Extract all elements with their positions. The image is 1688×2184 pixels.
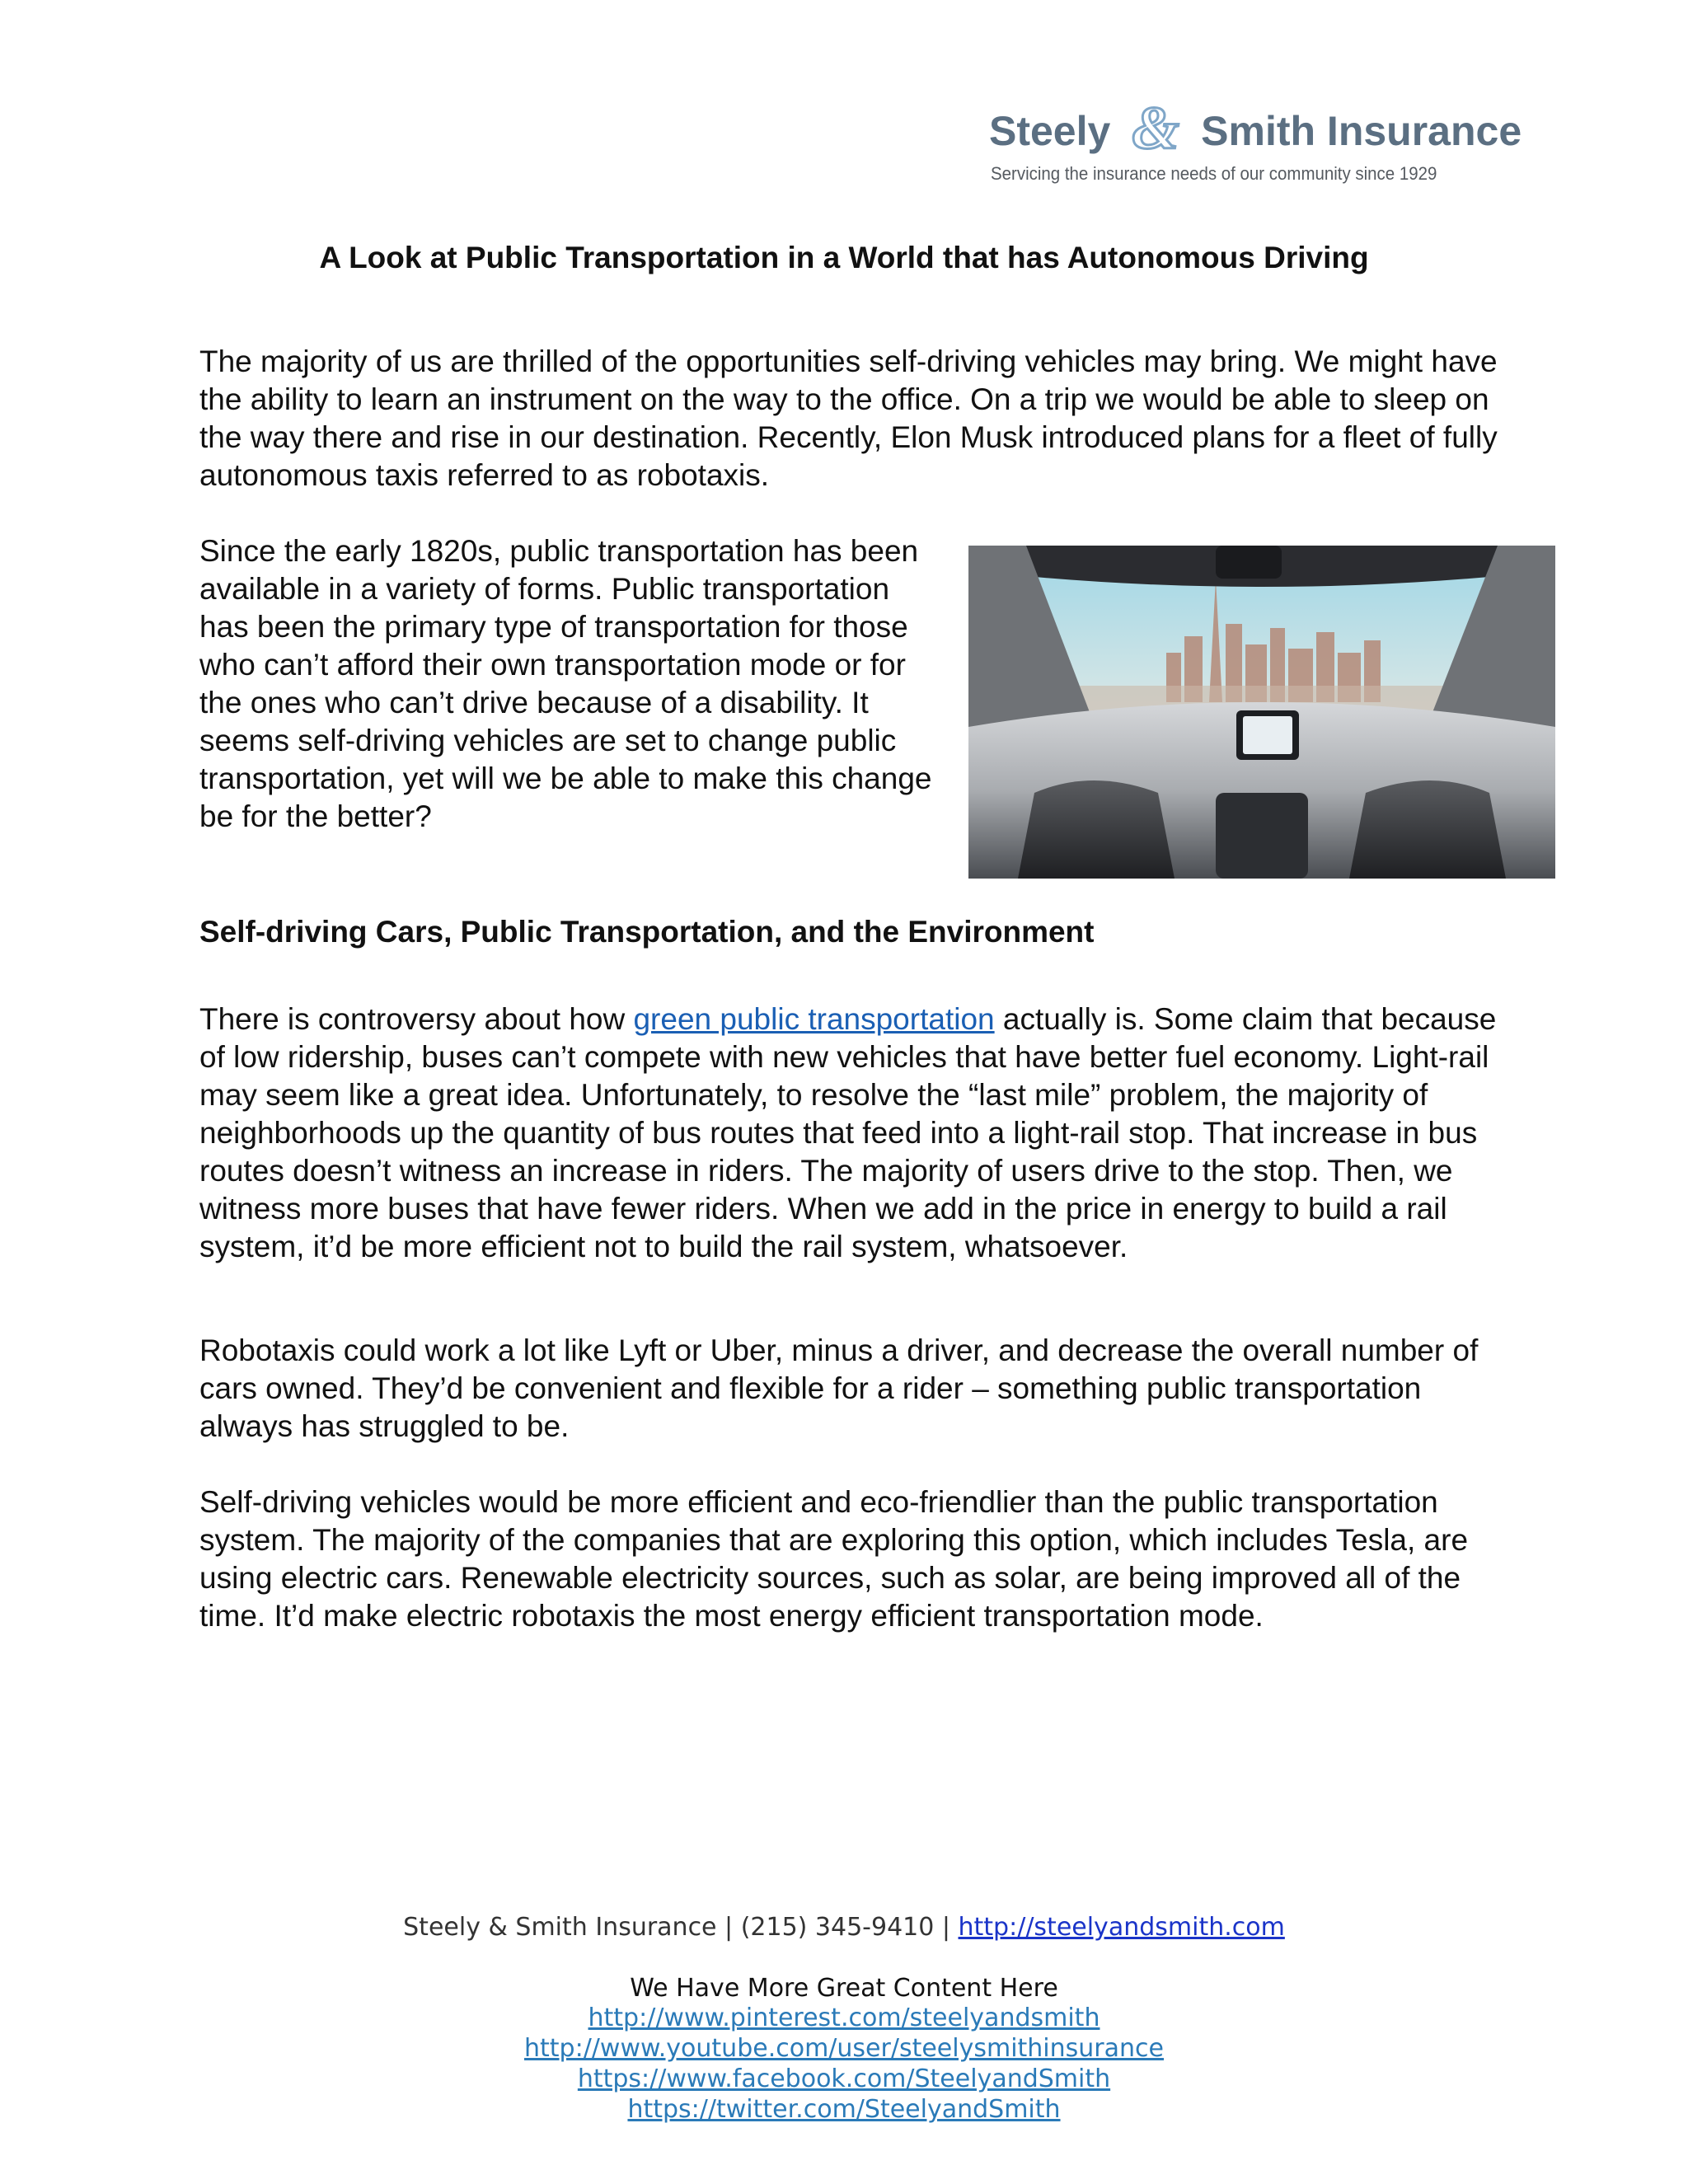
article-title: A Look at Public Transportation in a World that has Autonomous Driving — [319, 241, 1369, 274]
logo-name-right: Smith Insurance — [1201, 108, 1522, 154]
pinterest-link[interactable]: http://www.pinterest.com/steelyandsmith — [588, 2004, 1100, 2032]
footer-website-link[interactable]: http://steelyandsmith.com — [958, 1913, 1285, 1942]
footer-social-links — [0, 2003, 1688, 2125]
twitter-link[interactable]: https://twitter.com/SteelyandSmith — [627, 2095, 1061, 2124]
footer-more-content: We Have More Great Content Here — [630, 1974, 1058, 2003]
paragraph-intro: The majority of us are thrilled of the opportunities self-driving vehicles may bring. We might have the ability to learn an instrument on the way to the office. On a trip we would be able to sleep on the way there and rise in our destination. Recently, Elon Musk introduced plans for a fleet of fully autonomous taxis referred to as robotaxis. — [199, 344, 1498, 492]
svg-text:&: & — [1132, 102, 1180, 160]
logo-name-left: Steely — [989, 108, 1111, 154]
company-logo — [973, 102, 1522, 193]
paragraph-history: Since the early 1820s, public transportation has been available in a variety of forms. Public transportation has been the primary type of transportation for those who can’t afford their own transportation mode or for the ones who can’t drive because of a disability. It seems self-driving vehicles are set to change public transportation, yet will we be able to make this change be for the better? — [199, 534, 932, 833]
youtube-link[interactable]: http://www.youtube.com/user/steelysmithinsurance — [524, 2034, 1164, 2063]
autonomous-car-interior-image — [968, 546, 1555, 879]
paragraph-controversy-rest: actually is. Some claim that because of low ridership, buses can’t compete with new vehicles that have better fuel economy. Light-rail may seem like a great idea. Unfortunately, to resolve the “last mile” problem, the majority of neighborhoods up the quantity of bus routes that feed into a light-rail stop. That increase in bus routes doesn’t witness an increase in riders. The majority of users drive to the stop. Then, we witness more buses that have fewer riders. When we add in the price in energy to build a rail system, it’d be more efficient not to build the rail system, whatsoever. — [199, 1002, 1497, 1263]
footer-contact-text: Steely & Smith Insurance | (215) 345-9410 | — [403, 1913, 959, 1942]
logo-tagline: Servicing the insurance needs of our community since 1929 — [991, 163, 1437, 184]
paragraph-efficiency: Self-driving vehicles would be more efficient and eco-friendlier than the public transportation system. The majority of the companies that are exploring this option, which includes Tesla, are using electric cars. Renewable electricity sources, such as solar, are being improved all of the time. It’d make electric robotaxis the most energy efficient transportation mode. — [199, 1485, 1469, 1633]
facebook-link[interactable]: https://www.facebook.com/SteelyandSmith — [577, 2064, 1111, 2093]
footer-contact — [0, 1912, 1688, 1943]
paragraph-controversy — [199, 1001, 1502, 1266]
ampersand-icon — [1125, 102, 1186, 160]
section-heading: Self-driving Cars, Public Transportation, and the Environment — [199, 915, 1095, 949]
logo-wordmark — [989, 102, 1522, 160]
paragraph-robotaxis: Robotaxis could work a lot like Lyft or Uber, minus a driver, and decrease the overall number of cars owned. They’d be convenient and flexible for a rider – something public transportation always has struggled to be. — [199, 1333, 1479, 1443]
green-public-transportation-link[interactable]: green public transportation — [633, 1002, 995, 1036]
paragraph-controversy-start: There is controversy about how — [199, 1002, 634, 1036]
